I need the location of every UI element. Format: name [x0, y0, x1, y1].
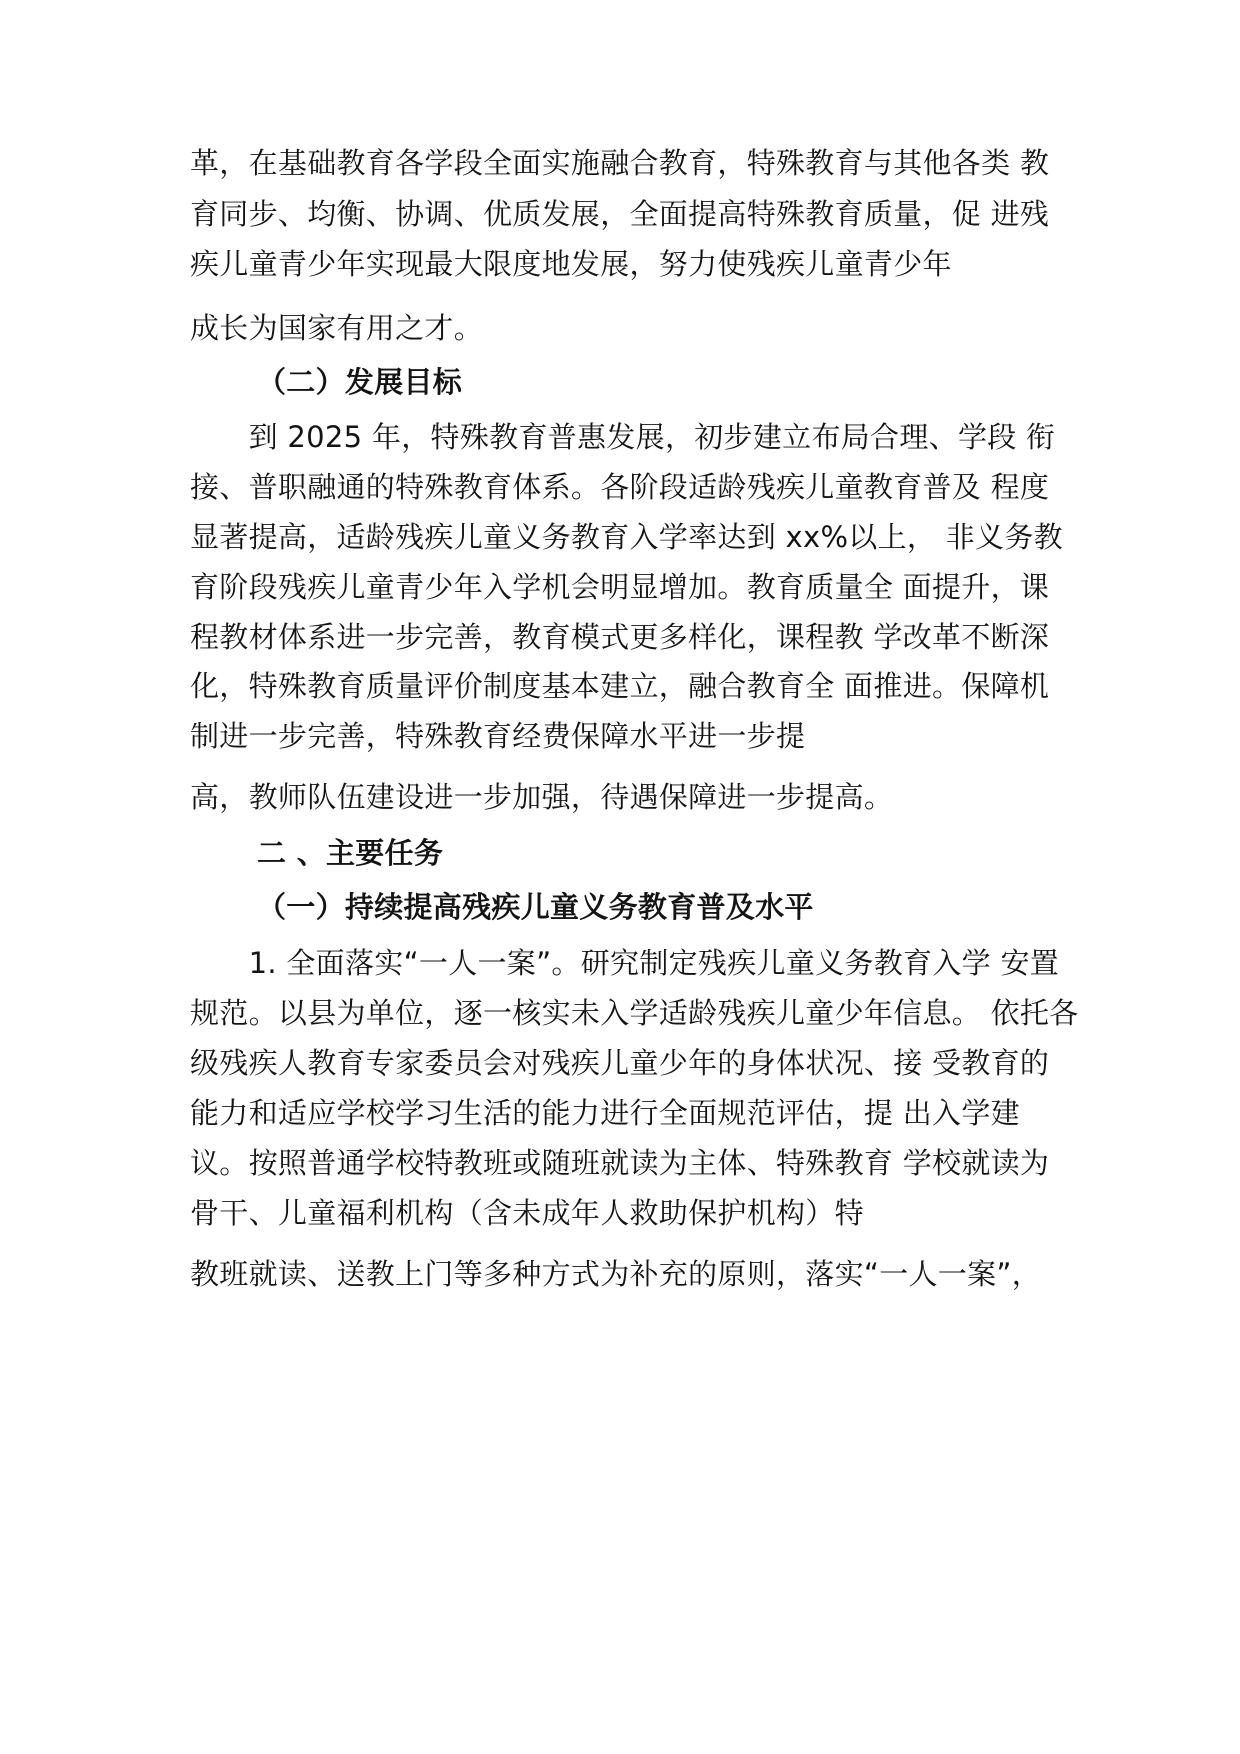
text-line: 育同步、均衡、协调、优质发展，全面提高特殊教育质量，促 进残 — [190, 197, 1050, 231]
text-line: 接、普职融通的特殊教育体系。各阶段适龄残疾儿童教育普及 程度 — [190, 470, 1050, 504]
text-line: 议。按照普通学校特教班或随班就读为主体、特殊教育 学校就读为 — [190, 1146, 1050, 1180]
section-heading-main-tasks: 二 、主要任务 — [257, 836, 444, 870]
text-line: 骨干、儿童福利机构（含未成年人救助保护机构）特 — [190, 1196, 864, 1230]
text-line: 高，教师队伍建设进一步加强，待遇保障进一步提高。 — [190, 780, 894, 814]
text-line: 1. 全面落实“一人一案”。研究制定残疾儿童义务教育入学 安置 — [190, 946, 1060, 980]
text-line: 疾儿童青少年实现最大限度地发展，努力使残疾儿童青少年 — [190, 247, 952, 281]
text-line: 显著提高，适龄残疾儿童义务教育入学率达到 xx%以上， 非义务教 — [190, 520, 1063, 554]
text-line: 程教材体系进一步完善，教育模式更多样化，课程教 学改革不断深 — [190, 620, 1050, 654]
text-line: 革，在基础教育各学段全面实施融合教育，特殊教育与其他各类 教 — [190, 146, 1050, 180]
section-heading-development-goal: （二）发展目标 — [257, 365, 463, 399]
text-line: 能力和适应学校学习生活的能力进行全面规范评估，提 出入学建 — [190, 1096, 1020, 1130]
text-line: 规范。以县为单位，逐一核实未入学适龄残疾儿童少年信息。 依托各 — [190, 996, 1079, 1030]
text-line: 制进一步完善，特殊教育经费保障水平进一步提 — [190, 719, 806, 753]
text-line: 到 2025 年，特殊教育普惠发展，初步建立布局合理、学段 衔 — [190, 420, 1056, 454]
text-line: 教班就读、送教上门等多种方式为补充的原则，落实“一人一案”， — [190, 1257, 1042, 1291]
text-line: 化，特殊教育质量评价制度基本建立，融合教育全 面推进。保障机 — [190, 669, 1050, 703]
subsection-heading-task-1: （一）持续提高残疾儿童义务教育普及水平 — [257, 890, 814, 924]
text-line: 级残疾人教育专家委员会对残疾儿童少年的身体状况、接 受教育的 — [190, 1046, 1050, 1080]
text-line: 成长为国家有用之才。 — [190, 311, 484, 345]
text-line: 育阶段残疾儿童青少年入学机会明显增加。教育质量全 面提升，课 — [190, 570, 1050, 604]
